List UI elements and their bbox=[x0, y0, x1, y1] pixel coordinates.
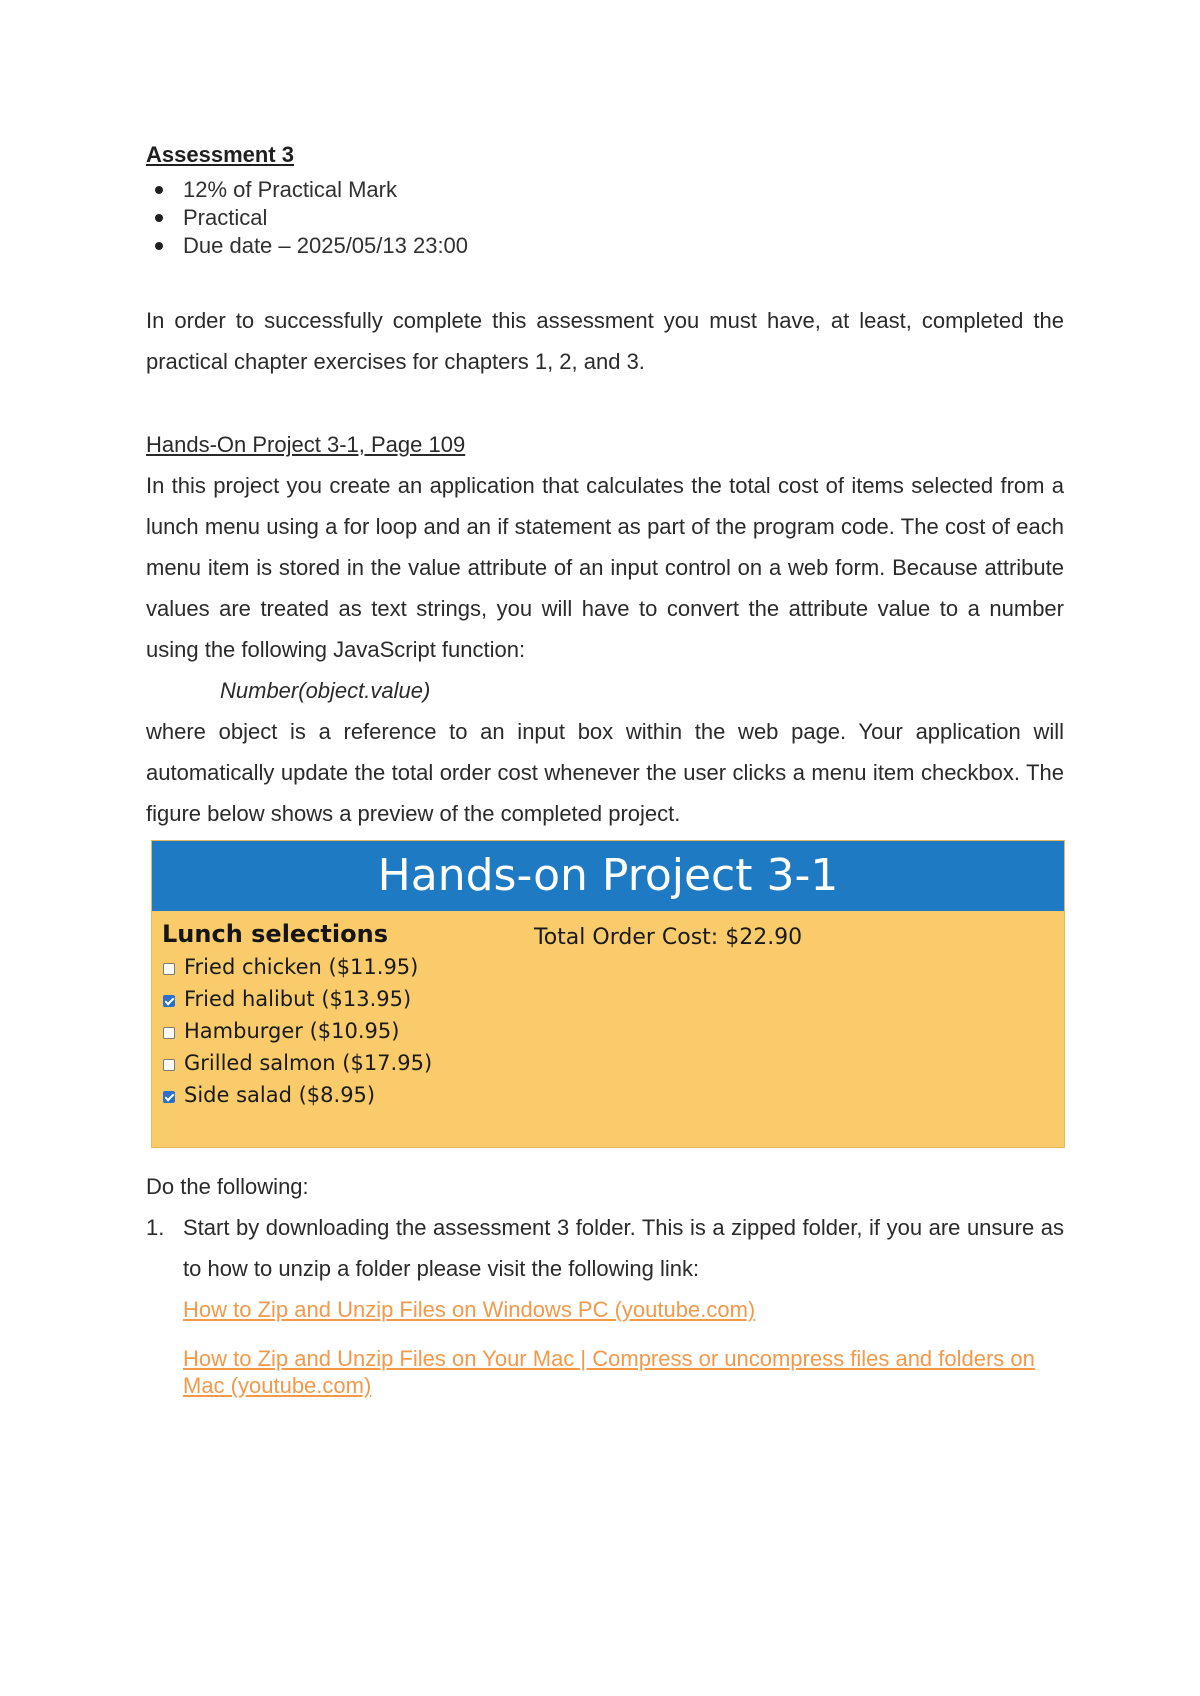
code-snippet: Number(object.value) bbox=[220, 678, 431, 703]
bullet-icon bbox=[155, 242, 163, 250]
menu-item-label: Hamburger ($10.95) bbox=[184, 1019, 400, 1043]
menu-item[interactable] bbox=[162, 983, 432, 1015]
step-text: Start by downloading the assessment 3 folder. This is a zipped folder, if you are unsure as to how to unzip a folder please visit the following link: bbox=[183, 1215, 1064, 1281]
menu-item-label: Fried halibut ($13.95) bbox=[184, 987, 412, 1011]
document-title: Assessment 3 bbox=[146, 142, 294, 167]
meta-item: Due date – 2025/05/13 23:00 bbox=[146, 232, 1064, 260]
steps-list bbox=[146, 1207, 1064, 1399]
menu-item[interactable] bbox=[162, 1047, 432, 1079]
step-number: 1. bbox=[146, 1215, 165, 1240]
preview-header: Hands-on Project 3-1 bbox=[152, 841, 1064, 911]
menu-item-checkbox[interactable] bbox=[163, 1027, 175, 1039]
project-after-code: where object is a reference to an input box within the web page. Your application will automatically update the total order cost whenever the user clicks a menu item checkbox. The figure below shows a preview of the completed project. bbox=[146, 719, 1064, 826]
menu-item[interactable] bbox=[162, 1015, 432, 1047]
project-heading: Hands-On Project 3-1, Page 109 bbox=[146, 432, 466, 457]
menu-item[interactable] bbox=[162, 1079, 432, 1111]
bullet-icon bbox=[155, 186, 163, 194]
lunch-title: Lunch selections bbox=[162, 920, 388, 948]
total-order-cost: Total Order Cost: $22.90 bbox=[534, 925, 803, 950]
mac-unzip-link[interactable]: How to Zip and Unzip Files on Your Mac | Compress or uncompress files and folders on Mac (youtube.com) bbox=[183, 1346, 1035, 1398]
project-description: In this project you create an application that calculates the total cost of items selected from a lunch menu using a for loop and an if statement as part of the program code. The cost of each menu item is stored in the value attribute of an input control on a web form. Because attribute values are treated as text strings, you will have to convert the attribute value to a number using the following JavaScript function: bbox=[146, 473, 1064, 662]
windows-unzip-link[interactable]: How to Zip and Unzip Files on Windows PC (youtube.com) bbox=[183, 1297, 756, 1322]
lunch-selections bbox=[162, 919, 432, 1111]
menu-item-label: Fried chicken ($11.95) bbox=[184, 955, 419, 979]
bullet-icon bbox=[155, 214, 163, 222]
project-preview-figure bbox=[151, 840, 1065, 1148]
menu-item[interactable] bbox=[162, 951, 432, 983]
menu-item-checkbox[interactable] bbox=[163, 963, 175, 975]
menu-item-checkbox[interactable] bbox=[163, 1091, 175, 1103]
do-following-label: Do the following: bbox=[146, 1174, 309, 1199]
menu-item-label: Side salad ($8.95) bbox=[184, 1083, 376, 1107]
intro-paragraph: In order to successfully complete this assessment you must have, at least, completed the practical chapter exercises for chapters 1, 2, and 3. bbox=[146, 308, 1064, 374]
menu-item-checkbox[interactable] bbox=[163, 995, 175, 1007]
menu-item-label: Grilled salmon ($17.95) bbox=[184, 1051, 433, 1075]
step-item bbox=[146, 1207, 1064, 1399]
menu-item-checkbox[interactable] bbox=[163, 1059, 175, 1071]
meta-item: 12% of Practical Mark bbox=[146, 176, 1064, 204]
meta-item: Practical bbox=[146, 204, 1064, 232]
assessment-meta-list bbox=[146, 176, 1064, 260]
document-page bbox=[146, 140, 1064, 1399]
